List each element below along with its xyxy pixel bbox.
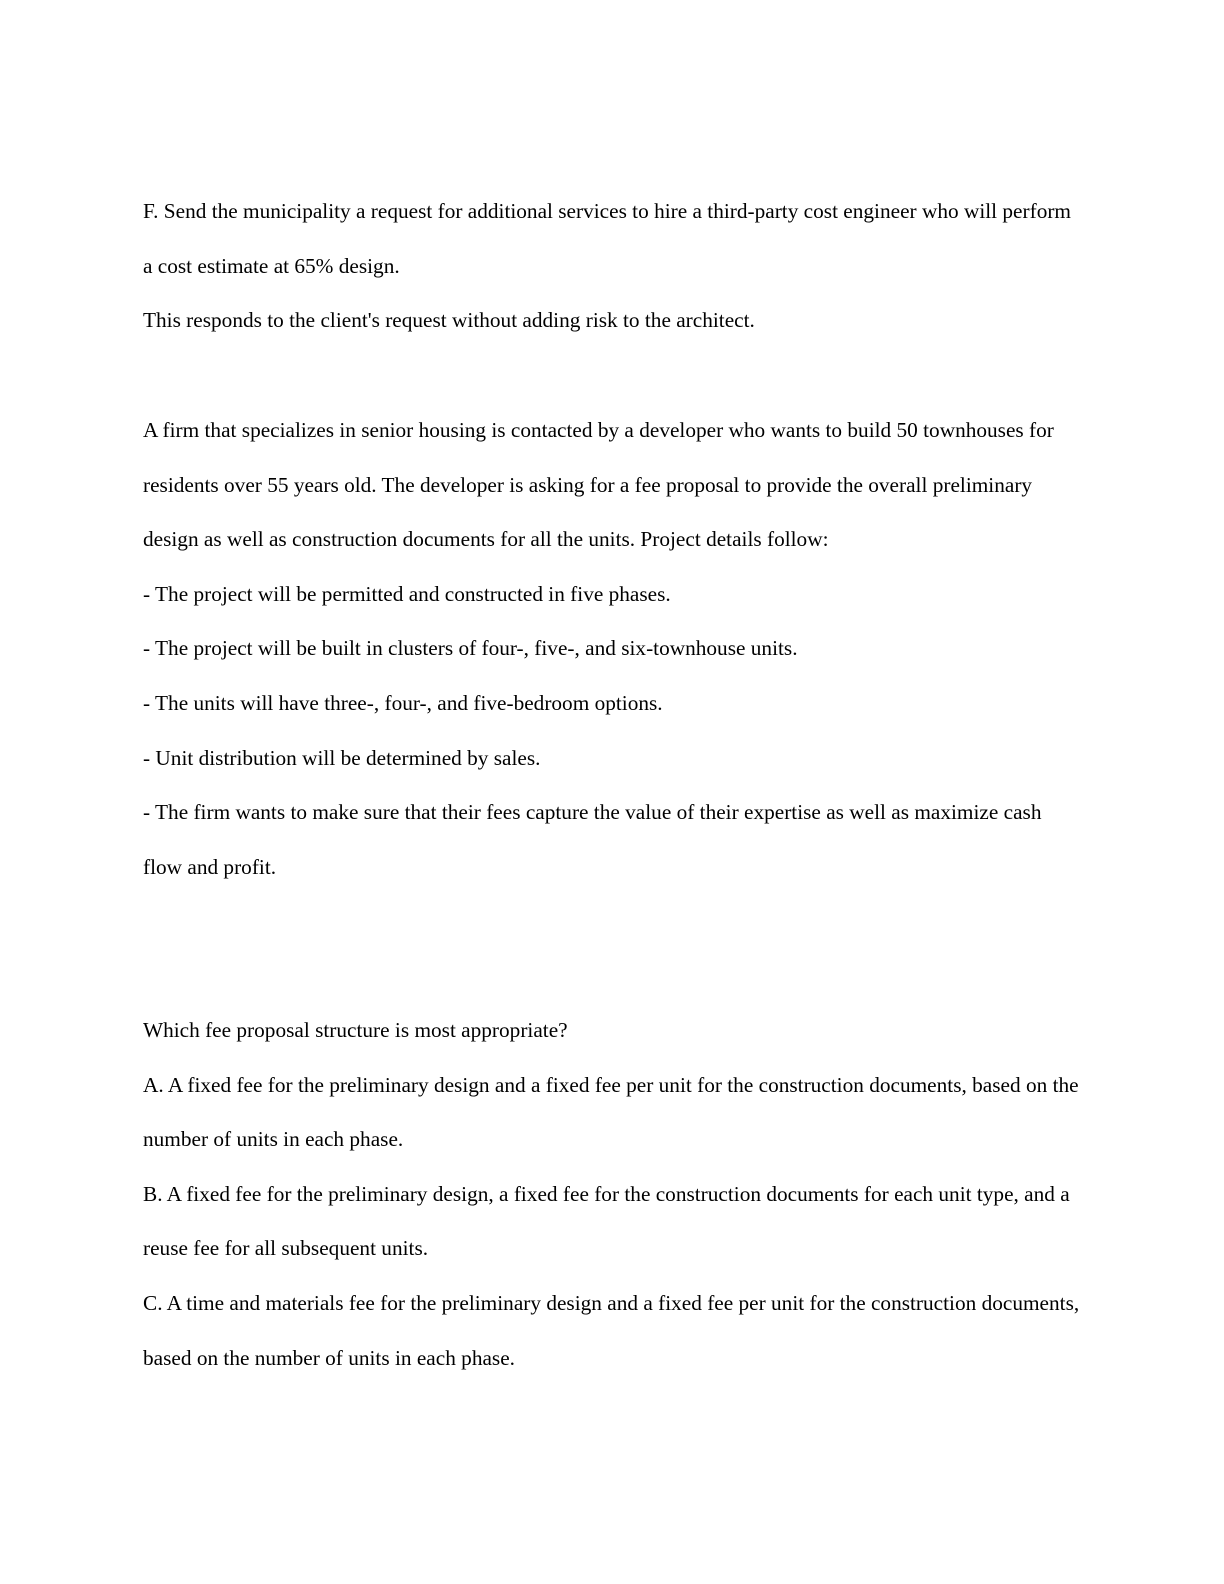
detail-item: - The units will have three-, four-, and five-bedroom options. <box>143 690 663 715</box>
detail-item: - The project will be permitted and constructed in five phases. <box>143 581 671 606</box>
answer-explanation: This responds to the client's request without adding risk to the architect. <box>143 308 755 333</box>
detail-item: - The project will be built in clusters of four-, five-, and six-townhouse units. <box>143 636 798 661</box>
question-prompt: Which fee proposal structure is most appropriate? <box>143 1018 568 1042</box>
detail-item: - Unit distribution will be determined by sales. <box>143 745 541 770</box>
question-section <box>143 1003 1083 1385</box>
answer-option-f: F. Send the municipality a request for additional services to hire a third-party cost engineer who will perform a cost estimate at 65% design. <box>143 199 1071 278</box>
answer-option-b: B. A fixed fee for the preliminary design, a fixed fee for the construction documents for each unit type, and a reuse fee for all subsequent units. <box>143 1181 1070 1261</box>
detail-item: - The firm wants to make sure that their fees capture the value of their expertise as well as maximize cash flow and profit. <box>143 800 1042 879</box>
scenario-intro: A firm that specializes in senior housing is contacted by a developer who wants to build 50 townhouses for residents over 55 years old. The developer is asking for a fee proposal to provide the overall preliminary design as well as construction documents for all the units. Project details follow: <box>143 418 1054 552</box>
answer-option-c: C. A time and materials fee for the preliminary design and a fixed fee per unit for the construction documents, based on the number of units in each phase. <box>143 1290 1080 1370</box>
scenario-section <box>143 403 1083 894</box>
prior-answer-section <box>143 184 1083 348</box>
answer-option-a: A. A fixed fee for the preliminary design and a fixed fee per unit for the construction documents, based on the number of units in each phase. <box>143 1072 1079 1152</box>
